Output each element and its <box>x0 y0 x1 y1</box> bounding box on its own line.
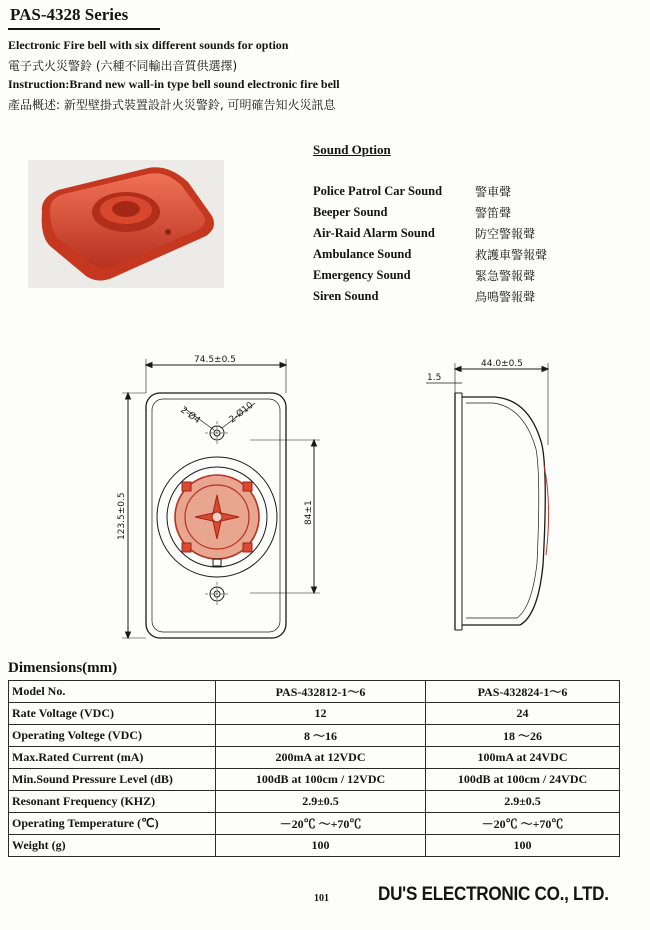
sound-option-zh: 警笛聲 <box>475 206 512 220</box>
table-row <box>9 769 620 791</box>
dimensions-title: Dimensions(mm) <box>8 660 118 676</box>
intro-line-1: Electronic Fire bell with six different sounds for option <box>8 38 289 52</box>
spec-label: Resonant Frequency (KHZ) <box>9 791 216 813</box>
spec-value-12v: 12 <box>216 703 426 725</box>
speaker-drawing <box>157 457 277 577</box>
spec-value-24v: 100 <box>426 835 620 857</box>
sound-option-item <box>313 223 613 244</box>
spec-value-24v: 24 <box>426 703 620 725</box>
spec-label: Rate Voltage (VDC) <box>9 703 216 725</box>
spec-label: Max.Rated Current (mA) <box>9 747 216 769</box>
spec-value-24v: 100mA at 24VDC <box>426 747 620 769</box>
page-title: PAS-4328 Series <box>10 5 129 24</box>
front-view <box>117 355 320 638</box>
spec-table <box>8 680 620 857</box>
intro-line-4: 產品概述: 新型壁掛式裝置設計火災警鈴, 可明確告知火災訊息 <box>8 98 336 112</box>
sound-option-item <box>313 244 613 265</box>
sound-option-zh: 緊急警報聲 <box>475 269 536 283</box>
spec-value-12v: －20℃ ～+70℃ <box>216 813 426 835</box>
sound-option-en: Siren Sound <box>313 289 379 303</box>
dim-front-width: 74.5±0.5 <box>194 355 236 365</box>
table-row <box>9 791 620 813</box>
technical-drawing <box>100 345 640 645</box>
spec-value-12v: 8 ～16 <box>216 725 426 747</box>
sound-option-zh: 防空警報聲 <box>475 227 536 241</box>
sound-option-zh: 救護車警報聲 <box>475 248 548 262</box>
dim-inner-height: 84±1 <box>304 500 314 525</box>
dim-front-height: 123.5±0.5 <box>117 492 127 540</box>
side-view <box>426 359 549 630</box>
sound-option-en: Ambulance Sound <box>313 247 412 261</box>
sound-option-item <box>313 286 613 307</box>
table-row <box>9 813 620 835</box>
spec-value-24v: 2.9±0.5 <box>426 791 620 813</box>
sound-option-zh: 鳥鳴警報聲 <box>475 290 536 304</box>
sound-option-item <box>313 181 613 202</box>
label-hole-large: 2-Ø10 <box>227 400 256 426</box>
intro-line-3: Instruction:Brand new wall-in type bell sound electronic fire bell <box>8 77 340 91</box>
label-hole-small: 2-Ø4 <box>178 405 202 426</box>
spec-label: Model No. <box>9 681 216 703</box>
sound-option-item <box>313 265 613 286</box>
table-row <box>9 725 620 747</box>
page-number: 101 <box>314 893 329 904</box>
spec-value-12v: PAS-432812-1～6 <box>216 681 426 703</box>
title-underline <box>8 28 160 30</box>
spec-value-12v: 2.9±0.5 <box>216 791 426 813</box>
table-row <box>9 747 620 769</box>
mount-hole <box>165 229 171 235</box>
spec-value-12v: 100 <box>216 835 426 857</box>
sound-option-en: Emergency Sound <box>313 268 411 282</box>
spec-label: Weight (g) <box>9 835 216 857</box>
spec-label: Min.Sound Pressure Level (dB) <box>9 769 216 791</box>
intro-line-2: 電子式火災警鈴 (六種不同輸出音質供選擇) <box>8 59 238 73</box>
sound-option-list <box>313 181 613 307</box>
spec-label: Operating Temperature (℃) <box>9 813 216 835</box>
table-row <box>9 703 620 725</box>
sound-option-zh: 警車聲 <box>475 185 512 199</box>
spec-value-12v: 200mA at 12VDC <box>216 747 426 769</box>
dim-side-lip: 1.5 <box>427 373 442 383</box>
spec-label: Operating Voltege (VDC) <box>9 725 216 747</box>
spec-value-24v: 100dB at 100cm / 24VDC <box>426 769 620 791</box>
sound-option-item <box>313 202 613 223</box>
sound-option-en: Police Patrol Car Sound <box>313 184 443 198</box>
sound-option-en: Air-Raid Alarm Sound <box>313 226 435 240</box>
table-row <box>9 681 620 703</box>
sound-option-en: Beeper Sound <box>313 205 388 219</box>
table-row <box>9 835 620 857</box>
sound-option-title: Sound Option <box>313 142 391 157</box>
spec-value-12v: 100dB at 100cm / 12VDC <box>216 769 426 791</box>
spec-value-24v: PAS-432824-1～6 <box>426 681 620 703</box>
dim-side-depth: 44.0±0.5 <box>481 359 523 369</box>
spec-value-24v: 18 ～26 <box>426 725 620 747</box>
spec-value-24v: －20℃ ～+70℃ <box>426 813 620 835</box>
product-photo <box>28 160 224 288</box>
company-logo: DU'S ELECTRONIC CO., LTD. <box>378 884 609 905</box>
